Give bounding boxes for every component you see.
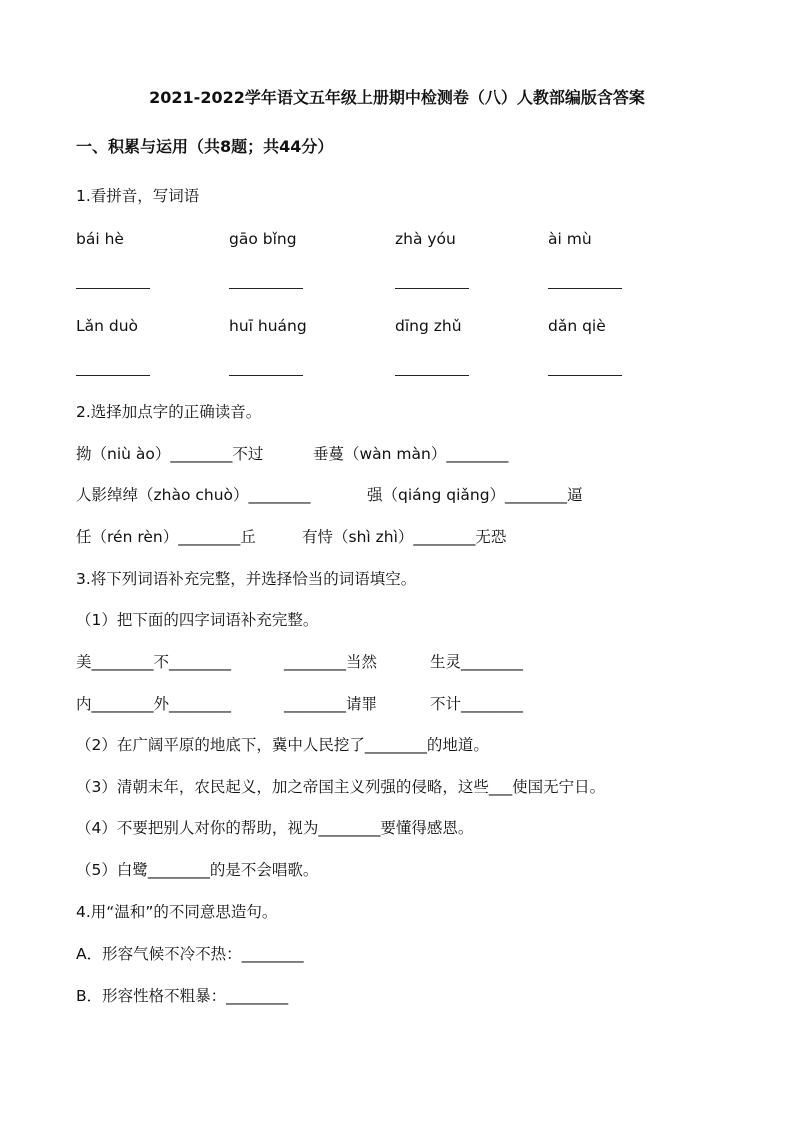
idiom-item: ________请罪 [284,695,378,713]
pinyin-1: bái hè [76,230,124,248]
question-2-prompt: 2.选择加点字的正确读音。 [76,403,262,421]
option-b: B．形容性格不粗暴：________ [76,987,289,1005]
reading-item: 有恃（shì zhì）________无恐 [302,528,507,546]
sub-question: （2）在广阔平原的地底下，冀中人民挖了________的地道。 [76,736,489,754]
document-title: 2021-2022学年语文五年级上册期中检测卷（八）人教部编版含答案 [149,88,645,107]
pinyin-6: huī huáng [229,317,307,335]
pinyin-2: gāo bǐng [229,230,297,248]
reading-item: 人影绰绰（zhào chuò）________ [76,486,311,504]
idiom-item: 不计________ [430,695,524,713]
pinyin-5: Lǎn duò [76,317,139,335]
answer-blank[interactable] [76,375,150,376]
sub-question: （4）不要把别人对你的帮助，视为________要懂得感恩。 [76,819,474,837]
reading-item: 强（qiáng qiǎng）________逼 [367,486,583,504]
answer-blank[interactable] [229,375,303,376]
option-a: A．形容气候不冷不热：________ [76,945,304,963]
pinyin-7: dīng zhǔ [395,317,462,335]
answer-blank[interactable] [548,288,622,289]
question-3-prompt: 3.将下列词语补充完整，并选择恰当的词语填空。 [76,570,417,588]
question-1-prompt: 1.看拼音，写词语 [76,187,200,205]
sub-question: （1）把下面的四字词语补充完整。 [76,611,319,629]
idiom-item: 美________不________ [76,653,232,671]
reading-item: 垂蔓（wàn màn）________ [313,445,509,463]
reading-item: 拗（niù ào）________不过 [76,445,264,463]
answer-blank[interactable] [76,288,150,289]
pinyin-8: dǎn qiè [548,317,606,335]
idiom-item: 生灵________ [430,653,524,671]
pinyin-4: ài mù [548,230,592,248]
answer-blank[interactable] [395,288,469,289]
question-4-prompt: 4.用“温和”的不同意思造句。 [76,903,278,921]
pinyin-3: zhà yóu [395,230,456,248]
answer-blank[interactable] [229,288,303,289]
idiom-item: ________当然 [284,653,378,671]
section-heading: 一、积累与运用（共8题；共44分） [76,137,334,156]
sub-question: （3）清朝末年，农民起义，加之帝国主义列强的侵略，这些___使国无宁日。 [76,778,606,796]
answer-blank[interactable] [395,375,469,376]
answer-blank[interactable] [548,375,622,376]
idiom-item: 内________外________ [76,695,232,713]
sub-question: （5）白鹭________的是不会唱歌。 [76,861,319,879]
reading-item: 任（rén rèn）________丘 [76,528,256,546]
